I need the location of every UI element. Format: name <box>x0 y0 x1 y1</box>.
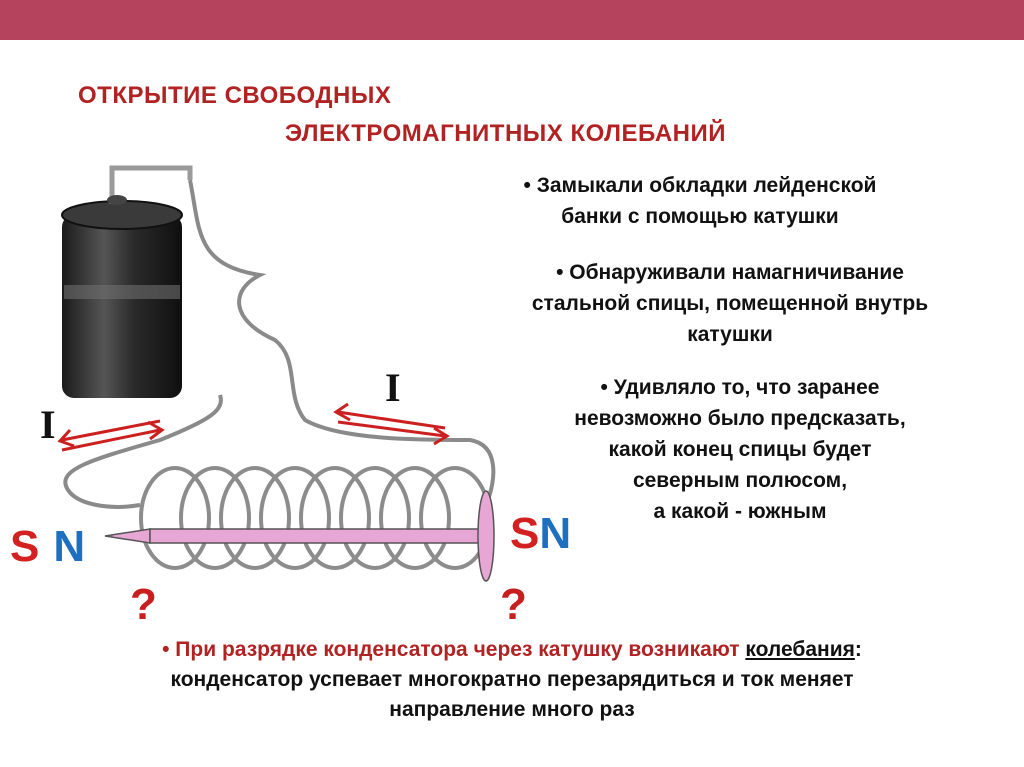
bullet-3-line5: а какой - южным <box>653 500 827 523</box>
bullet-2-line1: • Обнаруживали намагничивание <box>556 261 904 284</box>
wire-bottom <box>65 395 221 507</box>
current-label-right: I <box>385 365 401 410</box>
north-pole-label: N <box>539 509 572 558</box>
current-label-left: I <box>40 402 56 447</box>
bottom-line2: конденсатор успевает многократно перезарядиться и ток меняет <box>170 668 854 691</box>
question-mark-right: ? <box>500 580 527 629</box>
bullet-3-line1: • Удивляло то, что заранее <box>600 376 880 399</box>
bullet-2-line2: стальной спицы, помещенной внутрь <box>531 292 929 315</box>
bottom-line3: направление много раз <box>389 698 635 721</box>
bullet-1 <box>440 170 960 232</box>
bullet-2-line3: катушки <box>687 323 773 346</box>
slide-title-line1: ОТКРЫТИЕ СВОБОДНЫХ <box>78 82 392 109</box>
bullet-3-line4: северным полюсом, <box>632 469 848 492</box>
south-pole-label: S <box>510 509 540 558</box>
slide-title-line2: ЭЛЕКТРОМАГНИТНЫХ КОЛЕБАНИЙ <box>285 120 727 147</box>
bullet-1-line2: банки с помощью катушки <box>561 205 839 228</box>
bottom-line1 <box>0 635 1024 665</box>
bottom-colon: : <box>854 638 862 661</box>
north-pole-label: N <box>53 522 86 571</box>
bottom-line1-text: • При разрядке конденсатора через катушку возникают <box>162 638 746 661</box>
bullet-3 <box>470 372 1010 527</box>
south-pole-label: S <box>10 522 40 571</box>
bullet-3-line3: какой конец спицы будет <box>608 438 872 461</box>
bullet-3-line2: невозможно было предсказать, <box>574 407 906 430</box>
leyden-jar <box>62 168 190 398</box>
bullet-1-line1: • Замыкали обкладки лейденской <box>523 174 877 197</box>
bullet-2 <box>440 257 1020 350</box>
pole-labels-left <box>10 522 86 571</box>
bottom-conclusion <box>0 635 1024 725</box>
question-mark-left: ? <box>130 580 157 629</box>
coil <box>141 468 489 568</box>
oscillations-term: колебания <box>745 638 855 661</box>
